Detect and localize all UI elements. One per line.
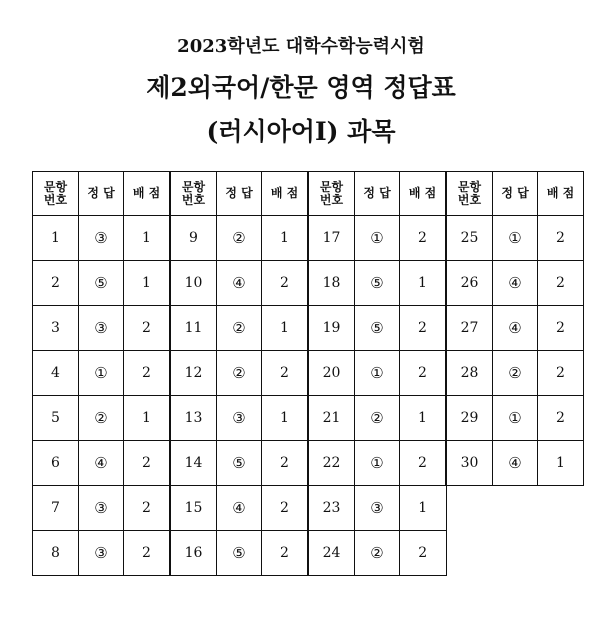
question-number: 11 (170, 306, 217, 351)
question-number: 2 (33, 261, 79, 306)
question-number: 26 (446, 261, 493, 306)
answer-cell: ⑤ (217, 531, 262, 576)
points-cell: 2 (262, 441, 309, 486)
answer-cell: ④ (493, 441, 538, 486)
header-number (446, 172, 493, 216)
points-cell: 2 (262, 531, 309, 576)
table-row (33, 216, 584, 261)
answer-cell: ④ (493, 306, 538, 351)
header-points (400, 172, 447, 216)
empty-cell (493, 531, 538, 576)
header-points-label: 배 점 (408, 186, 437, 200)
header-points-label: 배 점 (132, 186, 161, 200)
question-number: 16 (170, 531, 217, 576)
points-cell: 2 (538, 351, 584, 396)
points-cell: 2 (538, 396, 584, 441)
answer-cell: ① (355, 441, 400, 486)
points-cell: 1 (400, 486, 447, 531)
points-cell: 1 (400, 396, 447, 441)
points-cell: 1 (124, 216, 171, 261)
empty-cell (446, 486, 493, 531)
question-number: 23 (308, 486, 355, 531)
question-number: 25 (446, 216, 493, 261)
points-cell: 2 (124, 441, 171, 486)
table-row (33, 396, 584, 441)
question-number: 21 (308, 396, 355, 441)
question-number: 9 (170, 216, 217, 261)
exam-title: 2023학년도 대학수학능력시험 (177, 36, 425, 57)
question-number: 29 (446, 396, 493, 441)
points-cell: 2 (538, 306, 584, 351)
points-cell: 2 (262, 351, 309, 396)
header-points (262, 172, 309, 216)
question-number: 18 (308, 261, 355, 306)
points-cell: 2 (400, 441, 447, 486)
answer-cell: ② (217, 216, 262, 261)
answer-cell: ② (493, 351, 538, 396)
question-number: 14 (170, 441, 217, 486)
answer-cell: ② (217, 351, 262, 396)
points-cell: 2 (262, 486, 309, 531)
answer-cell: ① (493, 216, 538, 261)
table-row (33, 351, 584, 396)
points-cell: 1 (400, 261, 447, 306)
answer-cell: ③ (79, 306, 124, 351)
points-cell: 2 (400, 531, 447, 576)
question-number: 28 (446, 351, 493, 396)
empty-cell (538, 531, 584, 576)
question-number: 3 (33, 306, 79, 351)
question-number: 24 (308, 531, 355, 576)
table-row (33, 441, 584, 486)
points-cell: 1 (124, 396, 171, 441)
points-cell: 2 (400, 351, 447, 396)
answer-cell: ③ (217, 396, 262, 441)
header-answer (79, 172, 124, 216)
empty-cell (446, 531, 493, 576)
header-answer-label: 정 답 (225, 186, 253, 200)
subject-title: (러시아어Ⅰ) 과목 (206, 117, 396, 146)
answer-cell: ④ (217, 486, 262, 531)
points-cell: 2 (538, 216, 584, 261)
answer-cell: ⑤ (217, 441, 262, 486)
answer-cell: ① (79, 351, 124, 396)
header-number (170, 172, 217, 216)
answer-cell: ⑤ (355, 306, 400, 351)
header-points (124, 172, 171, 216)
points-cell: 2 (262, 261, 309, 306)
answer-cell: ③ (79, 486, 124, 531)
answer-cell: ② (217, 306, 262, 351)
points-cell: 1 (262, 216, 309, 261)
table-row (33, 306, 584, 351)
points-cell: 2 (538, 261, 584, 306)
points-cell: 2 (124, 351, 171, 396)
points-cell: 2 (124, 531, 171, 576)
question-number: 17 (308, 216, 355, 261)
header-answer (355, 172, 400, 216)
empty-cell (538, 486, 584, 531)
answer-cell: ① (355, 216, 400, 261)
question-number: 30 (446, 441, 493, 486)
points-cell: 1 (262, 306, 309, 351)
points-cell: 1 (124, 261, 171, 306)
question-number: 20 (308, 351, 355, 396)
question-number: 7 (33, 486, 79, 531)
question-number: 4 (33, 351, 79, 396)
answer-cell: ④ (79, 441, 124, 486)
empty-cell (493, 486, 538, 531)
main-title: 제2외국어/한문 영역 정답표 (146, 73, 456, 102)
answer-cell: ③ (79, 531, 124, 576)
points-cell: 2 (124, 486, 171, 531)
header-answer (217, 172, 262, 216)
answer-cell: ② (79, 396, 124, 441)
answer-table (32, 171, 584, 576)
question-number: 5 (33, 396, 79, 441)
question-number: 6 (33, 441, 79, 486)
answer-cell: ① (355, 351, 400, 396)
answer-cell: ⑤ (79, 261, 124, 306)
header-number-label: 문항 번호 (181, 179, 206, 207)
question-number: 22 (308, 441, 355, 486)
answer-cell: ③ (79, 216, 124, 261)
question-number: 12 (170, 351, 217, 396)
header-row (33, 172, 584, 216)
points-cell: 1 (538, 441, 584, 486)
header-points (538, 172, 584, 216)
header-points-label: 배 점 (546, 186, 575, 200)
answer-cell: ③ (355, 486, 400, 531)
header-number-label: 문항 번호 (319, 179, 344, 207)
header-number-label: 문항 번호 (457, 179, 482, 207)
question-number: 13 (170, 396, 217, 441)
table-row (33, 486, 584, 531)
points-cell: 1 (262, 396, 309, 441)
header-points-label: 배 점 (270, 186, 299, 200)
header-answer (493, 172, 538, 216)
header-answer-label: 정 답 (501, 186, 529, 200)
question-number: 8 (33, 531, 79, 576)
question-number: 1 (33, 216, 79, 261)
header-number (308, 172, 355, 216)
header-answer-label: 정 답 (363, 186, 391, 200)
points-cell: 2 (124, 306, 171, 351)
answer-cell: ② (355, 531, 400, 576)
question-number: 27 (446, 306, 493, 351)
answer-cell: ① (493, 396, 538, 441)
points-cell: 2 (400, 306, 447, 351)
header-answer-label: 정 답 (87, 186, 115, 200)
question-number: 15 (170, 486, 217, 531)
table-row (33, 261, 584, 306)
answer-cell: ④ (217, 261, 262, 306)
answer-cell: ② (355, 396, 400, 441)
answer-cell: ⑤ (355, 261, 400, 306)
table-row (33, 531, 584, 576)
points-cell: 2 (400, 216, 447, 261)
question-number: 10 (170, 261, 217, 306)
answer-cell: ④ (493, 261, 538, 306)
question-number: 19 (308, 306, 355, 351)
header-number (33, 172, 79, 216)
header-number-label: 문항 번호 (43, 179, 68, 207)
